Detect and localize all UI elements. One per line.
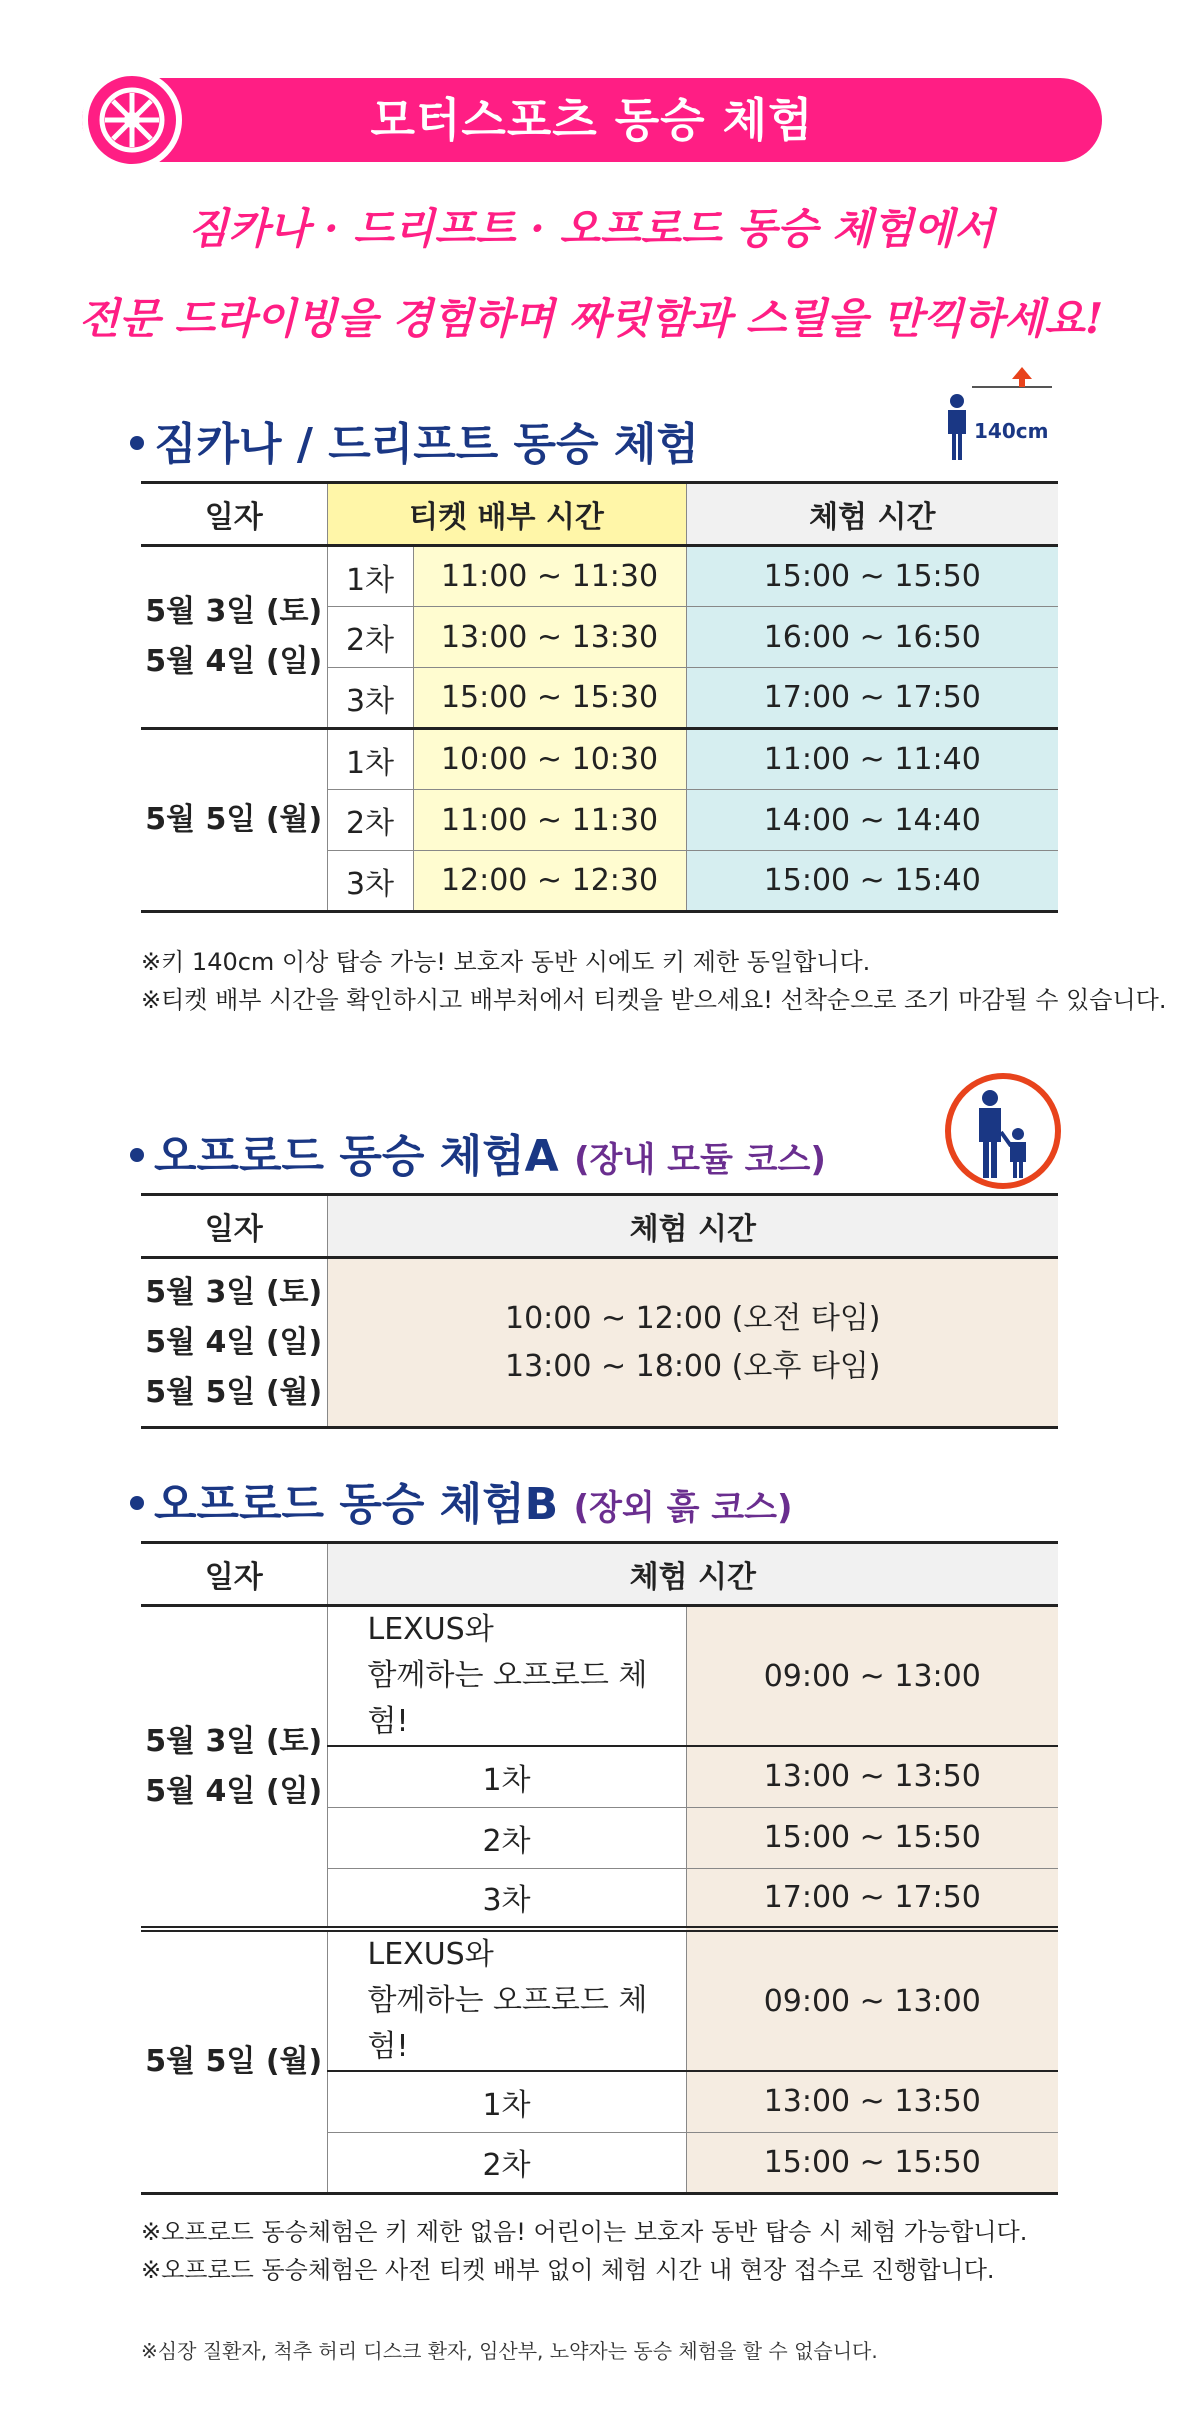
title-banner (82, 78, 1102, 162)
table-row (141, 729, 1058, 790)
ticket-time-cell: 12:00 ~ 12:30 (413, 851, 686, 912)
date-cell: 5월 3일 (토) 5월 4일 (일) 5월 5일 (월) (141, 1258, 327, 1428)
bullet-icon (130, 1496, 144, 1510)
experience-time-cell: 15:00 ~ 15:50 (686, 1807, 1058, 1868)
table-row (141, 1258, 1058, 1428)
round-cell: 2차 (327, 790, 413, 851)
date-cell: 5월 5일 (월) (141, 729, 327, 912)
header-date: 일자 (204, 1560, 263, 1595)
round-cell: 1차 (327, 2071, 686, 2132)
ticket-time-cell: 11:00 ~ 11:30 (413, 546, 686, 607)
height-limit-icon (940, 365, 1060, 465)
parent-child-icon (944, 1072, 1062, 1190)
header-date: 일자 (204, 1212, 263, 1247)
experience-time-cell: 13:00 ~ 13:50 (686, 1746, 1058, 1807)
ticket-time-cell: 13:00 ~ 13:30 (413, 607, 686, 668)
experience-time-cell: 17:00 ~ 17:50 (686, 1868, 1058, 1929)
offroad-b-schedule-table (141, 1541, 1058, 2195)
section1-title: 짐카나 / 드리프트 동승 체험 (130, 408, 699, 472)
height-label: 140cm (974, 419, 1049, 443)
section1-notes: ※키 140cm 이상 탑승 가능! 보호자 동반 시에도 키 제한 동일합니다. ※티켓 배부 시간을 확인하시고 배부처에서 티켓을 받으세요! 선착순으로 조기 마감될 수 있습니다. (141, 948, 1167, 1014)
footer-note: ※심장 질환자, 척추 허리 디스크 환자, 임산부, 노약자는 동승 체험을 할 수 없습니다. (141, 2339, 878, 2363)
round-cell: 2차 (327, 607, 413, 668)
section3-notes: ※오프로드 동승체험은 키 제한 없음! 어린이는 보호자 동반 탑승 시 체험 가능합니다. ※오프로드 동승체험은 사전 티켓 배부 없이 체험 시간 내 현장 접수로 진행합니다. (141, 2218, 1028, 2284)
experience-time-cell: 13:00 ~ 13:50 (686, 2071, 1058, 2132)
experience-time-cell: 14:00 ~ 14:40 (686, 790, 1058, 851)
round-cell: 2차 (327, 1807, 686, 1868)
intro-line-2: 전문 드라이빙을 경험하며 짜릿함과 스릴을 만끽하세요! (78, 294, 1104, 343)
section3-title: 오프로드 동승 체험B (장외 흙 코스) (130, 1468, 793, 1532)
experience-time-cell: 17:00 ~ 17:50 (686, 668, 1058, 729)
wheel-icon (82, 70, 182, 170)
date-cell: 5월 3일 (토) 5월 4일 (일) (141, 546, 327, 729)
round-cell: 3차 (327, 1868, 686, 1929)
experience-time-cell: 11:00 ~ 11:40 (686, 729, 1058, 790)
round-cell: 3차 (327, 851, 413, 912)
round-cell: 3차 (327, 668, 413, 729)
table-row (141, 546, 1058, 607)
header-experience: 체험 시간 (327, 1543, 1058, 1606)
header-ticket: 티켓 배부 시간 (327, 483, 686, 546)
round-cell: 1차 (327, 1746, 686, 1807)
table-row (141, 1929, 1058, 2071)
ticket-time-cell: 11:00 ~ 11:30 (413, 790, 686, 851)
round-cell: 2차 (327, 2132, 686, 2193)
date-cell: 5월 5일 (월) (141, 1929, 327, 2193)
experience-time-cell: 16:00 ~ 16:50 (686, 607, 1058, 668)
table-row (141, 1606, 1058, 1747)
intro-line-1: 짐카나 · 드리프트 · 오프로드 동승 체험에서 (187, 204, 995, 253)
date-cell: 5월 3일 (토) 5월 4일 (일) (141, 1606, 327, 1930)
experience-time-cell: 09:00 ~ 13:00 (686, 1929, 1058, 2071)
ticket-time-cell: 10:00 ~ 10:30 (413, 729, 686, 790)
experience-time-cell: 15:00 ~ 15:50 (686, 2132, 1058, 2193)
ticket-time-cell: 15:00 ~ 15:30 (413, 668, 686, 729)
page-title: 모터스포츠 동승 체험 (370, 93, 814, 147)
header-experience: 체험 시간 (327, 1195, 1058, 1258)
lexus-program-cell: LEXUS와 함께하는 오프로드 체험! (327, 1929, 686, 2071)
round-cell: 1차 (327, 546, 413, 607)
gymkhana-schedule-table (141, 481, 1058, 913)
experience-time-cell: 10:00 ~ 12:00 (오전 타임) 13:00 ~ 18:00 (오후 타임) (327, 1258, 1058, 1428)
header-date: 일자 (204, 500, 263, 535)
offroad-a-schedule-table (141, 1193, 1058, 1429)
section2-title: 오프로드 동승 체험A (장내 모듈 코스) (130, 1120, 826, 1184)
header-experience: 체험 시간 (686, 483, 1058, 546)
lexus-program-cell: LEXUS와 함께하는 오프로드 체험! (327, 1606, 686, 1747)
experience-time-cell: 09:00 ~ 13:00 (686, 1606, 1058, 1747)
experience-time-cell: 15:00 ~ 15:50 (686, 546, 1058, 607)
bullet-icon (130, 436, 144, 450)
experience-time-cell: 15:00 ~ 15:40 (686, 851, 1058, 912)
round-cell: 1차 (327, 729, 413, 790)
bullet-icon (130, 1148, 144, 1162)
